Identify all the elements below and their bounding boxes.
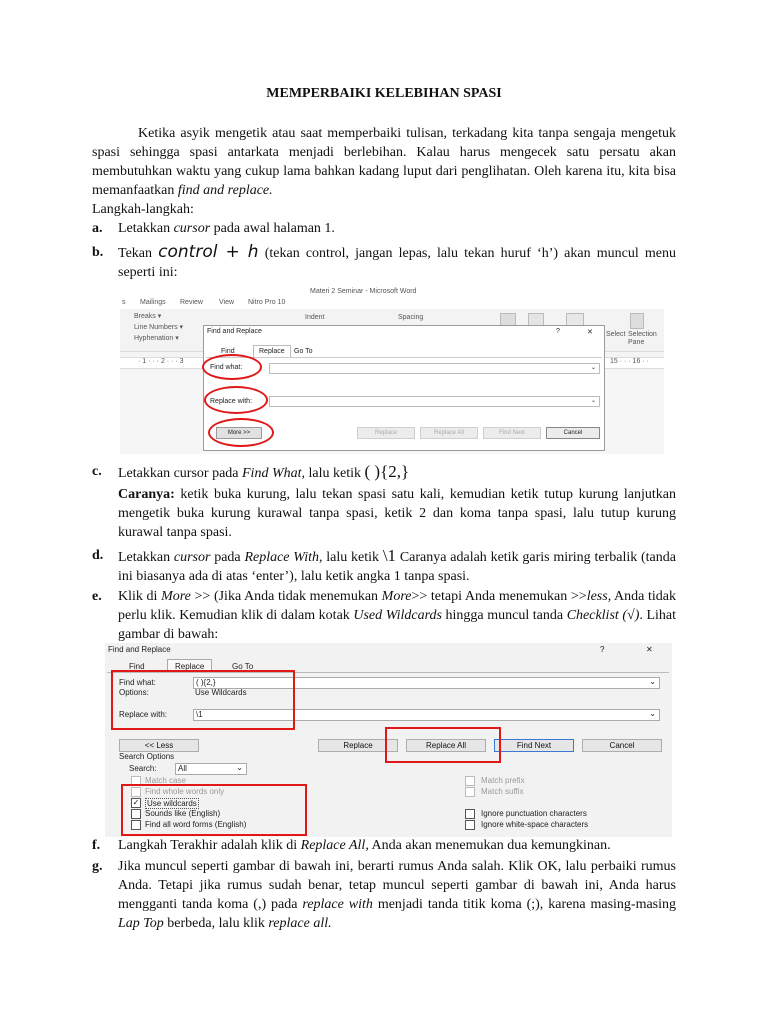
use-wildcards-checkbox[interactable]: ✓ (132, 798, 140, 807)
step-marker: f. (92, 838, 101, 853)
regex-find-code: ( ){2,} (364, 462, 410, 481)
replace-with-label: Replace with: (210, 398, 253, 405)
step-marker: a. (92, 221, 103, 236)
search-options-heading: Search Options (119, 752, 175, 761)
tab-divider (206, 357, 602, 358)
step-text: , lalu ketik (318, 550, 383, 565)
dialog-title: Find and Replace (108, 645, 171, 654)
step-text: Klik di (118, 589, 162, 604)
sounds-like-label: Sounds like (English) (145, 809, 221, 818)
find-next-button[interactable]: Find Next (494, 739, 574, 752)
step-text: pada awal halaman 1. (210, 221, 335, 236)
close-icon[interactable]: ✕ (646, 645, 653, 654)
highlight-replace-all (385, 727, 501, 763)
menu-item[interactable]: s (122, 299, 126, 306)
intro-italic: find and replace. (177, 183, 273, 198)
replace-with-input[interactable] (269, 396, 600, 407)
step-text: Letakkan (118, 221, 174, 236)
step-italic: Checklist (√) (566, 608, 640, 623)
step-italic: replace with (302, 897, 373, 912)
find-what-label: Find what: (119, 678, 156, 687)
replace-with-value: \1 (196, 710, 203, 719)
replace-button[interactable]: Replace (357, 427, 415, 439)
step-text: ketik buka kurung, lalu tekan spasi satu kali, kemudian ketik tutup kurung lanjutkan mengetik buka kurung kurawal tanpa spasi, ketik 2 dan koma tanpa spasi, lalu tutup kurung kurawal tanpa spasi. (118, 487, 676, 540)
regex-replace-code: \1 (382, 546, 397, 565)
menu-review[interactable]: Review (180, 299, 203, 306)
chevron-down-icon[interactable]: ⌄ (590, 398, 596, 404)
step-text: menjadi tanda titik koma (;), karena masing-masing (372, 897, 677, 912)
ribbon-select[interactable]: Select (606, 331, 626, 338)
step-italic: More (381, 589, 412, 604)
step-text: Jika muncul seperti gambar di bawah ini, berarti rumus Anda salah. Klik OK, lalu perbaiki rumus Anda. Tetapi jika rumus sudah benar, tetap muncul seperti gambar di bawah ini, Anda harus mengganti tanda koma (,) pada (118, 859, 676, 912)
replace-all-button[interactable]: Replace All (406, 739, 486, 752)
use-wildcards-label: Use wildcards (147, 799, 197, 808)
step-text: pada (210, 550, 245, 565)
intro-text: Ketika asyik mengetik atau saat memperbaiki tulisan, terkadang kita tanpa sengaja mengetuk spasi sehingga spasi antarkata menjadi berlebihan. Kalau harus mengecek satu persatu akan membutuhkan waktu yang cukup lama bahkan kadang luput dari penglihatan. Oleh karena itu, kita bisa memanfaatkan (92, 126, 676, 198)
step-text: Tekan (118, 246, 159, 261)
step-italic: Used Wildcards (353, 608, 442, 623)
search-select[interactable] (175, 763, 247, 775)
match-prefix-checkbox[interactable] (465, 776, 475, 786)
find-next-button[interactable]: Find Next (483, 427, 541, 439)
ribbon-hyphenation[interactable]: Hyphenation ▾ (134, 335, 179, 342)
step-marker: d. (92, 548, 104, 563)
highlight-find-what (202, 354, 262, 380)
step-text: berbeda, lalu klik (163, 916, 269, 931)
tab-replace[interactable]: Replace (167, 659, 212, 673)
replace-all-button[interactable]: Replace All (420, 427, 478, 439)
step-text: Letakkan (118, 550, 174, 565)
ribbon-selection-pane[interactable]: Selection Pane (628, 331, 657, 346)
chevron-down-icon[interactable]: ⌄ (590, 365, 596, 371)
window-title: Materi 2 Seminar - Microsoft Word (310, 288, 417, 295)
step-text: , Anda akan menemukan dua kemungkinan. (365, 838, 611, 853)
find-what-input[interactable] (269, 363, 600, 374)
step-italic: Lap Top (118, 916, 164, 931)
step-italic: cursor (173, 221, 211, 236)
ribbon-line-numbers[interactable]: Line Numbers ▾ (134, 324, 184, 331)
step-text: hingga muncul tanda (441, 608, 567, 623)
search-value: All (178, 764, 187, 773)
step-italic: replace all. (268, 916, 332, 931)
ribbon-icon[interactable] (630, 313, 644, 329)
step-marker: c. (92, 464, 102, 479)
highlight-wildcards (121, 784, 307, 836)
help-icon[interactable]: ? (600, 645, 605, 654)
help-icon[interactable]: ? (556, 328, 560, 335)
ribbon-breaks[interactable]: Breaks ▾ (134, 313, 162, 320)
bold-label: Caranya: (118, 487, 175, 502)
options-value: Use Wildcards (195, 688, 247, 697)
less-button[interactable]: << Less (119, 739, 199, 752)
search-label: Search: (129, 764, 157, 773)
step-text: Caranya adalah ketik garis miring terbalik (tanda ini biasanya ada di atas ‘enter’), lalu ketik angka 1 tanpa spasi. (118, 550, 676, 584)
close-icon[interactable]: ✕ (587, 329, 593, 336)
chevron-down-icon[interactable]: ⌄ (649, 677, 656, 686)
step-text: >> tetapi Anda menemukan >> (411, 589, 587, 604)
ribbon-indent: Indent (305, 314, 325, 321)
step-marker: e. (92, 589, 102, 604)
step-text: (tekan control, jangan lepas, lalu tekan huruf ‘h’) akan muncul menu seperti ini: (118, 246, 676, 280)
step-text: , lalu ketik (301, 466, 365, 481)
word-title-bar (120, 287, 664, 309)
ignore-punct-label: Ignore punctuation characters (481, 809, 587, 818)
match-suffix-checkbox[interactable] (465, 787, 475, 797)
shortcut-key: control + h (158, 242, 259, 262)
ruler-left: · 1 · · · 2 · · · 3 (138, 358, 184, 365)
chevron-down-icon[interactable]: ⌄ (236, 763, 243, 772)
find-what-label: Find what: (210, 364, 243, 371)
tab-find[interactable]: Find (221, 348, 235, 355)
ignore-space-checkbox[interactable] (465, 820, 475, 830)
menu-mailings[interactable]: Mailings (140, 299, 166, 306)
step-marker: g. (92, 859, 103, 874)
highlight-more (208, 418, 274, 447)
replace-button[interactable]: Replace (318, 739, 398, 752)
dialog-title: Find and Replace (207, 328, 262, 335)
highlight-replace-with (204, 386, 268, 414)
word-screenshot-wildcards (105, 643, 672, 837)
step-italic: cursor (173, 550, 211, 565)
step-marker: b. (92, 245, 104, 260)
match-case-label: Match case (145, 776, 186, 785)
step-text: Langkah Terakhir adalah klik di (118, 838, 301, 853)
ignore-punct-checkbox[interactable] (465, 809, 475, 819)
word-screenshot-find-replace (120, 287, 664, 454)
tab-find[interactable]: Find (129, 662, 145, 671)
steps-heading: Langkah-langkah: (92, 202, 194, 217)
match-suffix-label: Match suffix (481, 787, 524, 796)
chevron-down-icon[interactable]: ⌄ (649, 709, 656, 718)
cancel-button[interactable]: Cancel (582, 739, 662, 752)
ribbon-spacing: Spacing (398, 314, 424, 321)
options-label: Options: (119, 688, 149, 697)
tab-replace[interactable]: Replace (253, 345, 291, 357)
ignore-space-label: Ignore white-space characters (481, 820, 589, 829)
menu-nitro[interactable]: Nitro Pro 10 (248, 299, 286, 306)
page-title: MEMPERBAIKI KELEBIHAN SPASI (266, 86, 502, 101)
replace-with-label: Replace with: (119, 710, 168, 719)
step-italic: Replace With (244, 550, 319, 565)
step-text: >> (Jika Anda tidak menemukan (190, 589, 382, 604)
find-what-value: ( ){2,} (196, 678, 216, 687)
step-italic: Find What (242, 466, 302, 481)
more-button[interactable]: More >> (216, 427, 262, 439)
intro-paragraph (92, 124, 676, 200)
whole-words-label: Find whole words only (145, 787, 225, 796)
tab-goto[interactable]: Go To (232, 662, 254, 671)
step-italic: less (586, 589, 608, 604)
ruler-right: 15 · · · 16 · · (610, 358, 649, 365)
tab-goto[interactable]: Go To (294, 348, 313, 355)
highlight-find-replace-fields (111, 670, 295, 730)
step-text: Letakkan cursor pada (118, 466, 242, 481)
all-forms-label: Find all word forms (English) (145, 820, 247, 829)
step-text: , Anda tidak perlu klik. Kemudian klik di dalam kotak (118, 589, 677, 623)
cancel-button[interactable]: Cancel (546, 427, 600, 439)
match-prefix-label: Match prefix (481, 776, 525, 785)
step-text: . Lihat gambar di bawah: (118, 608, 676, 642)
find-replace-dialog (203, 325, 605, 451)
menu-view[interactable]: View (219, 299, 235, 306)
step-italic: Replace All (300, 838, 366, 853)
step-italic: More (161, 589, 191, 604)
